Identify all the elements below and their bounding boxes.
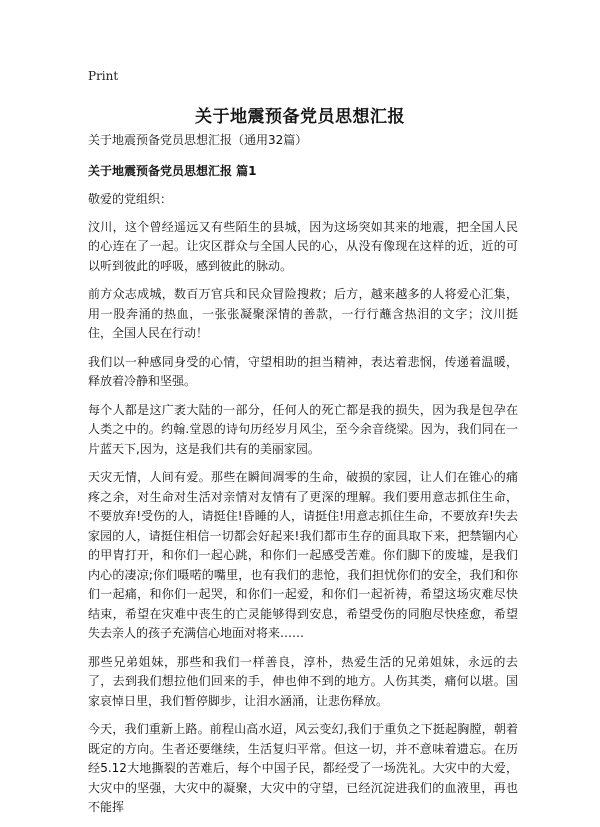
section-heading: 关于地震预备党员思想汇报 篇1 [88,163,257,178]
paragraph: 天灾无情，人间有爱。那些在瞬间凋零的生命，破损的家园，让人们在锥心的痛疼之余，对生命对生活对亲情对友情有了更深的理解。我们要用意志抓住生命，不要放弃!受伤的人，请挺住!昏睡的人，请挺住!用意志抓住生命，不要放弃!失去家园的人，请挺住相信一切都会好起来!我们都市生存的面具取下来，把禁锢内心的甲胄打开，和你们一起心跳，和你们一起感受苦难。你们脚下的废墟，是我们内心的凄凉;你们嗫喏的嘴里，也有我们的悲怆，我们担忧你们的安全，我们和你们一起痛，和你们一起哭，和你们一起爱，和你们一起祈祷，希望这场灾难尽快结束，希望在灾难中丧生的亡灵能够得到安息，希望受伤的同胞尽快痊愈，希望失去亲人的孩子充满信心地面对将来…… [88,470,518,640]
salutation: 敬爱的党组织： [88,192,173,206]
paragraph: 每个人都是这广袤大陆的一部分，任何人的死亡都是我的损失，因为我是包孕在人类之中的。约翰.堂恩的诗句历经岁月风尘，至今余音绕梁。因为，我们同在一片蓝天下,因为，这是我们共有的美丽家园。 [88,402,518,456]
document-body [88,131,518,827]
paragraph: 我们以一种感同身受的心情，守望相助的担当精神，表达着悲悯，传递着温暖，释放着冷静和坚强。 [88,354,518,388]
print-link[interactable]: Print [88,69,119,83]
paragraph: 今天，我们重新上路。前程山高水迢，风云变幻,我们于重负之下挺起胸膛，朝着既定的方向。生者还要继续，生活复归平常。但这一切，并不意味着遗忘。在历经5.12大地撕裂的苦难后，每个中国子民，都经受了一场洗礼。大灾中的大爱，大灾中的坚强，大灾中的凝聚，大灾中的守望，已经沉淀进我们的血液里，再也不能挥 [88,722,518,814]
paragraph: 汶川，这个曾经遥远又有些陌生的县城，因为这场突如其来的地震，把全国人民的心连在了一起。让灾区群众与全国人民的心，从没有像现在这样的近，近的可以听到彼此的呼吸，感到彼此的脉动。 [88,219,518,273]
paragraph: 那些兄弟姐妹，那些和我们一样善良，淳朴，热爱生活的兄弟姐妹，永远的去了，去到我们想拉他们回来的手，伸也伸不到的地方。人伤其类，痛何以堪。国家哀悼日里，我们暂停脚步，让泪水涵涌，让悲伤释放。 [88,654,518,708]
document-title: 关于地震预备党员思想汇报 [195,107,405,127]
document-subtitle: 关于地震预备党员思想汇报（通用32篇） [88,133,308,147]
paragraph: 前方众志成城，数百万官兵和民众冒险搜救；后方，越来越多的人将爱心汇集，用一股奔涌的热血，一张张凝聚深情的善款，一行行蘸含热泪的文字；汶川挺住，全国人民在行动！ [88,287,518,340]
